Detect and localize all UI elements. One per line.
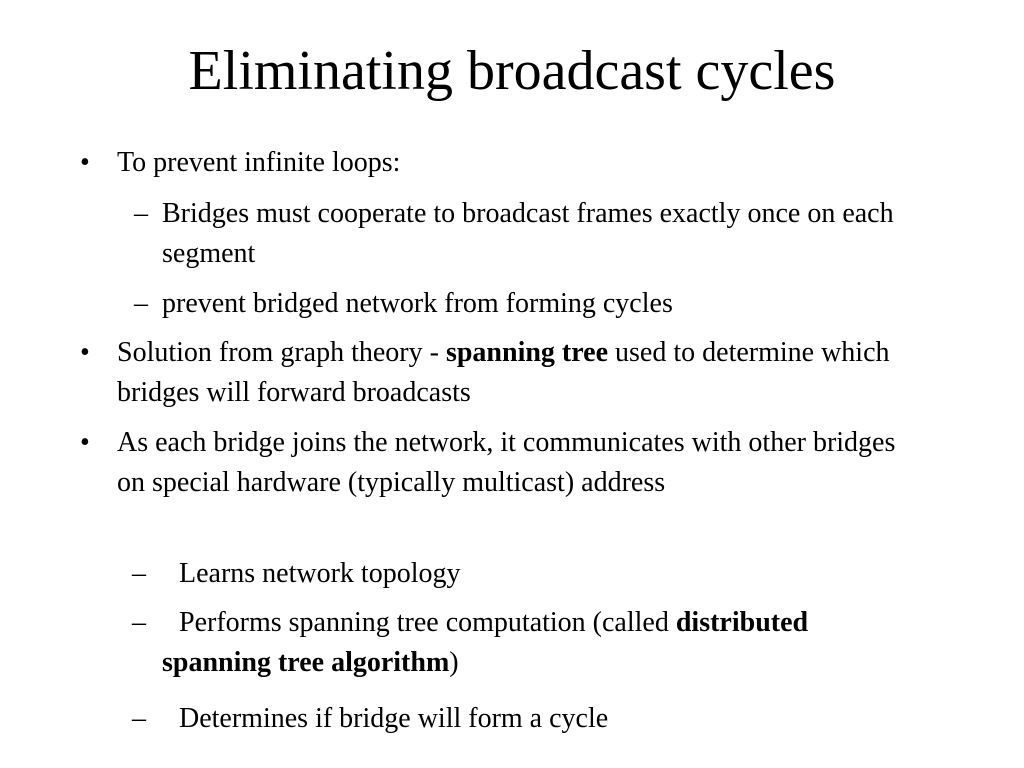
bullet-marker: • (80, 337, 90, 368)
sub-bullet-marker: – (132, 558, 146, 589)
sub-bullet-item (132, 603, 902, 683)
sub-bullet-text: Determines if bridge will form a cycle (179, 703, 609, 734)
bullet-marker: • (80, 147, 90, 178)
bullet-marker: • (80, 427, 90, 458)
sub-bullet-text-before: Performs spanning tree computation (called (179, 607, 676, 638)
bullet-bold-term: spanning tree (445, 337, 609, 368)
sub-bullet-item (134, 194, 902, 274)
sub-bullet-marker: – (134, 288, 148, 319)
sub-bullet-text-after: ) (449, 647, 459, 678)
bullet-item (80, 423, 917, 503)
sub-bullet-text: prevent bridged network from forming cycles (162, 288, 673, 319)
bullet-item (80, 333, 917, 413)
sub-bullet-text: Bridges must cooperate to broadcast frames exactly once on each segment (162, 198, 894, 269)
bullet-text: To prevent infinite loops: (117, 147, 401, 178)
bullet-text-after: used to determine which bridges will forward broadcasts (117, 337, 890, 408)
sub-bullet-marker: – (132, 607, 146, 638)
sub-bullet-item (134, 284, 902, 324)
sub-bullet-item (132, 554, 902, 594)
sub-bullet-item (132, 699, 902, 739)
sub-bullet-bold-term: distributed spanning tree algorithm (162, 607, 809, 678)
bullet-text: As each bridge joins the network, it communicates with other bridges on special hardware (typically multicast) address (117, 427, 896, 498)
sub-bullet-marker: – (134, 198, 148, 229)
sub-bullet-marker: – (132, 703, 146, 734)
bullet-item (80, 143, 917, 183)
bullet-text-before: Solution from graph theory - (117, 337, 446, 368)
sub-bullet-text: Learns network topology (179, 558, 461, 589)
slide-title: Eliminating broadcast cycles (188, 40, 836, 102)
